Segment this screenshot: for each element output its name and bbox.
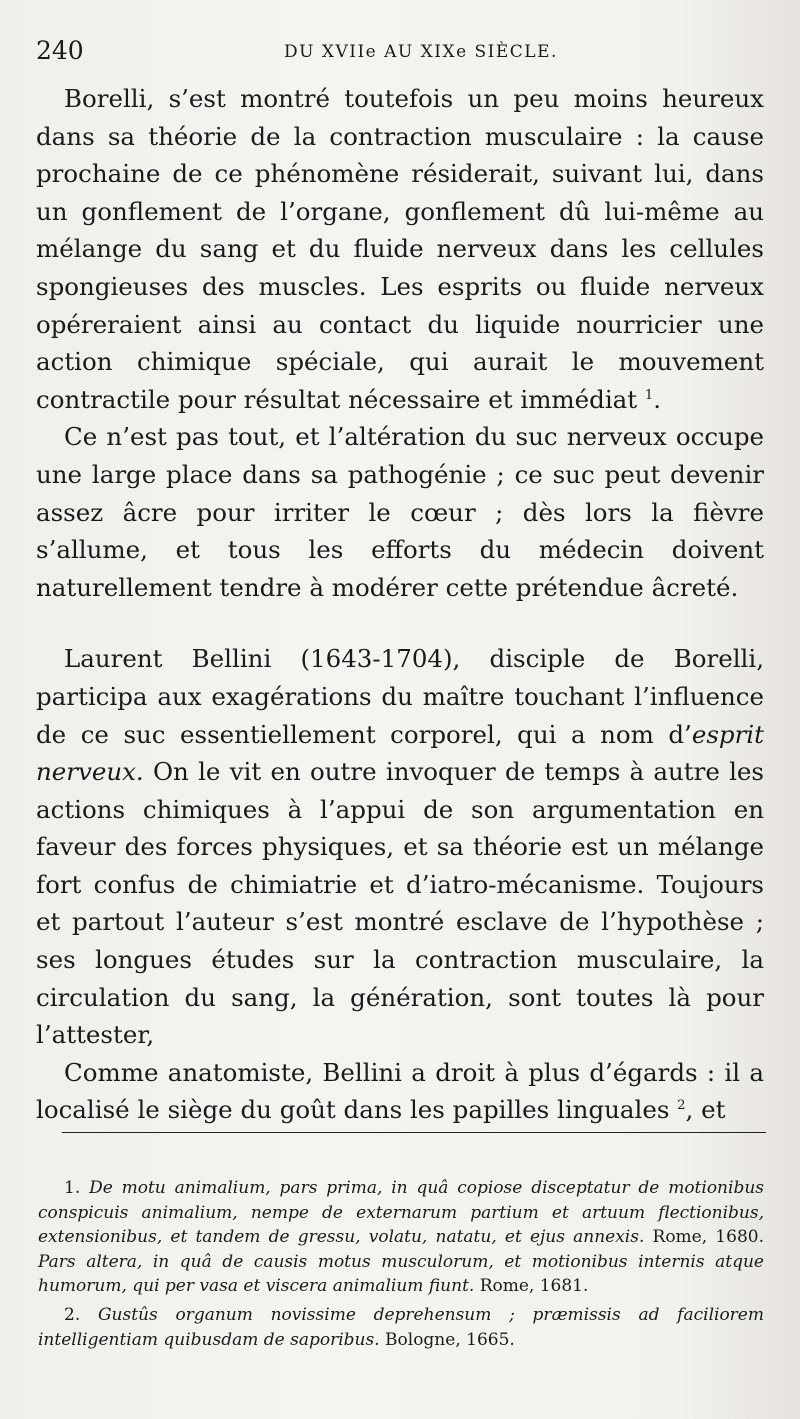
- paragraph-suc-nerveux: Ce n’est pas tout, et l’altération du suc nerveux occupe une large place dans sa pathogénie ; ce suc peut devenir assez âcre pour irriter le cœur ; dès lors la fièvre s’allume, et tous les efforts du médecin doivent naturellement tendre à modérer cette prétendue âcreté.: [36, 422, 764, 602]
- footnote-label: 1.: [64, 1178, 81, 1198]
- footnote-publication: Bologne, 1665.: [379, 1329, 515, 1350]
- footnote-publication: Rome, 1681.: [474, 1276, 589, 1297]
- paragraph-text: Laurent Bellini (1643-1704), disciple de Borelli, participa aux exagérations du maître touchant l’influence de ce suc essentiellement corporel, qui a nom d’: [36, 644, 764, 749]
- footnote-title: Gustûs organum novissime deprehensum ; præmissis ad faciliorem intelligentiam quibusdam de saporibus.: [38, 1304, 764, 1350]
- page-header: [36, 34, 766, 70]
- paragraph-anatomiste: [36, 1054, 764, 1129]
- footnote-2: [38, 1303, 764, 1352]
- paragraph-end: , et: [685, 1095, 726, 1125]
- paragraph-borelli-contraction: [36, 80, 764, 418]
- footnote-title: De motu animalium, pars prima, in quâ copiose disceptatur de motionibus conspicuis animalium, nempe de externarum partium et artuum flectionibus, extensionibus, et tandem de gressu, volatu, natatu, et ejus annexis.: [38, 1178, 764, 1248]
- italic-term: esprit nerveux.: [36, 719, 764, 787]
- running-head: DU XVIIe AU XIXe SIÈCLE.: [284, 42, 558, 62]
- footnote-1: [38, 1176, 764, 1299]
- footnote-label: 2.: [64, 1304, 81, 1325]
- footnote-title: Pars altera, in quâ de causis motus musculorum, et motionibus internis atque humorum, qui per vasa et viscera animalium fiunt.: [38, 1251, 764, 1297]
- footnote-ref-2: 2: [677, 1098, 686, 1114]
- paragraph-text: Comme anatomiste, Bellini a droit à plus d’égards : il a localisé le siège du goût dans les papilles linguales: [36, 1057, 764, 1125]
- paragraph-bellini: [36, 640, 764, 1054]
- footnotes: [38, 1176, 764, 1352]
- footnote-publication: Rome, 1680.: [644, 1227, 764, 1248]
- footnote-ref-1: 1: [644, 387, 654, 403]
- paragraph-text: Borelli, s’est montré toutefois un peu moins heureux dans sa théorie de la contraction musculaire : la cause prochaine de ce phénomène résiderait, suivant lui, dans un gonflement de l’organe, gonflement dû lui-même au mélange du sang et du fluide nerveux dans les cellules spongieuses des muscles. Les esprits ou fluide nerveux opéreraient ainsi au contact du liquide nourricier une action chimique spéciale, qui aurait le mouvement contractile pour résultat nécessaire et immédiat: [36, 84, 764, 414]
- footnote-divider: [62, 1132, 766, 1133]
- paragraph-text: On le vit en outre invoquer de temps à autre les actions chimiques à l’appui de son argumentation en faveur des forces physiques, et sa théorie est un mélange fort confus de chimiatrie et d’iatro-mécanisme. Toujours et partout l’auteur s’est montré esclave de l’hypothèse ; ses longues études sur la contraction musculaire, la circulation du sang, la génération, sont toutes là pour l’attester,: [36, 757, 764, 1050]
- body-text: [36, 80, 764, 1129]
- paragraph-end: .: [653, 384, 661, 414]
- page-number: 240: [36, 36, 84, 65]
